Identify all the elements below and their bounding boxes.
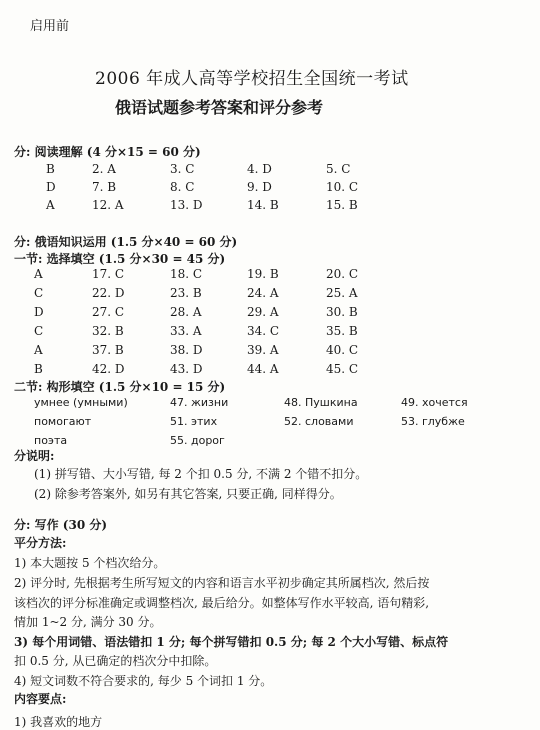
answer-cell-r2-c3: 23. B [170, 286, 202, 300]
answer-cell-r2-c5: 25. A [326, 286, 358, 300]
answer-cell-r1-c3: 18. C [170, 267, 203, 281]
russian-answer-cell-r3-c1: поэта [34, 434, 68, 447]
method-line-4: 情加 1~2 分, 满分 30 分。 [14, 615, 162, 629]
answer-cell-r1-c1: A [34, 267, 43, 281]
section2-part1-heading: 一节: 选择填空 (1.5 分×30 = 45 分) [14, 252, 226, 266]
answer-cell-r4-c4: 34. C [247, 324, 280, 338]
answer-cell-r6-c1: B [34, 362, 43, 376]
answer-cell-r2-c4: 9. D [247, 180, 272, 194]
answer-cell-r3-c4: 14. B [247, 198, 279, 212]
answer-cell-r2-c1: D [46, 180, 56, 194]
russian-answer-cell-r1-c3: 48. Пушкина [284, 396, 358, 409]
answer-cell-r2-c3: 8. C [170, 180, 195, 194]
answer-cell-r3-c3: 28. A [170, 305, 202, 319]
answer-cell-r4-c1: C [34, 324, 44, 338]
answer-cell-r1-c2: 17. C [92, 267, 125, 281]
answer-cell-r3-c1: A [46, 198, 55, 212]
content-heading: 内容要点: [14, 692, 67, 706]
russian-answer-cell-r1-c2: 47. жизни [170, 396, 229, 409]
answer-cell-r3-c5: 30. B [326, 305, 358, 319]
russian-answer-cell-r1-c1: умнее (умными) [34, 396, 128, 409]
russian-answer-cell-r2-c4: 53. глубже [401, 415, 465, 428]
document-title: 2006 年成人高等学校招生全国统一考试 [95, 69, 409, 89]
section1-heading: 分: 阅读理解 (4 分×15 = 60 分) [14, 145, 201, 159]
section3-heading: 分: 写作 (30 分) [14, 518, 108, 532]
section2-heading: 分: 俄语知识运用 (1.5 分×40 = 60 分) [14, 235, 238, 249]
answer-cell-r1-c4: 4. D [247, 162, 272, 176]
answer-cell-r4-c2: 32. B [92, 324, 124, 338]
answer-cell-r1-c2: 2. A [92, 162, 116, 176]
section2-part2-heading: 二节: 构形填空 (1.5 分×10 = 15 分) [14, 380, 226, 394]
header-tag: 启用前 [30, 19, 70, 34]
answer-cell-r3-c1: D [34, 305, 44, 319]
answer-cell-r2-c4: 24. A [247, 286, 279, 300]
answer-cell-r2-c2: 22. D [92, 286, 125, 300]
answer-cell-r6-c5: 45. C [326, 362, 359, 376]
method-line-3: 该档次的评分标准确定或调整档次, 最后给分。如整体写作水平较高, 语句精彩, [14, 596, 430, 610]
russian-answer-cell-r2-c2: 51. этих [170, 415, 218, 428]
method-line-7: 4) 短文词数不符合要求的, 每少 5 个词扣 1 分。 [14, 674, 273, 688]
answer-cell-r5-c5: 40. C [326, 343, 359, 357]
answer-cell-r6-c3: 43. D [170, 362, 203, 376]
answer-cell-r6-c2: 42. D [92, 362, 125, 376]
answer-cell-r1-c5: 5. C [326, 162, 351, 176]
method-heading: 平分方法: [14, 536, 67, 550]
answer-cell-r2-c5: 10. C [326, 180, 359, 194]
russian-answer-cell-r3-c2: 55. дорог [170, 434, 225, 447]
method-line-2: 2) 评分时, 先根据考生所写短文的内容和语言水平初步确定其所属档次, 然后按 [14, 576, 430, 590]
method-line-6: 扣 0.5 分, 从已确定的档次分中扣除。 [14, 654, 217, 668]
method-line-1: 1) 本大题按 5 个档次给分。 [14, 556, 166, 570]
answer-cell-r5-c2: 37. B [92, 343, 124, 357]
answer-cell-r1-c5: 20. C [326, 267, 359, 281]
answer-cell-r3-c2: 12. A [92, 198, 124, 212]
russian-answer-cell-r2-c3: 52. словами [284, 415, 354, 428]
answer-cell-r3-c3: 13. D [170, 198, 203, 212]
answer-cell-r2-c2: 7. B [92, 180, 117, 194]
answer-cell-r3-c2: 27. C [92, 305, 125, 319]
document-subtitle: 俄语试题参考答案和评分参考 [115, 98, 324, 117]
notes-item-2: (2) 除参考答案外, 如另有其它答案, 只要正确, 同样得分。 [34, 487, 342, 501]
answer-cell-r3-c4: 29. A [247, 305, 279, 319]
content-line-cut: 1) 我喜欢的地方 [14, 715, 103, 729]
notes-item-1: (1) 拼写错、大小写错, 每 2 个扣 0.5 分, 不满 2 个错不扣分。 [34, 467, 368, 481]
notes-heading: 分说明: [14, 449, 55, 463]
answer-cell-r1-c3: 3. C [170, 162, 195, 176]
russian-answer-cell-r2-c1: помогают [34, 415, 92, 428]
answer-cell-r5-c1: A [34, 343, 43, 357]
answer-cell-r2-c1: C [34, 286, 44, 300]
answer-cell-r1-c1: B [46, 162, 55, 176]
answer-cell-r6-c4: 44. A [247, 362, 279, 376]
answer-cell-r4-c5: 35. B [326, 324, 358, 338]
russian-answer-cell-r1-c4: 49. хочется [401, 396, 468, 409]
answer-cell-r5-c3: 38. D [170, 343, 203, 357]
answer-cell-r4-c3: 33. A [170, 324, 202, 338]
answer-cell-r1-c4: 19. B [247, 267, 279, 281]
answer-cell-r3-c5: 15. B [326, 198, 358, 212]
answer-cell-r5-c4: 39. A [247, 343, 279, 357]
method-line-5: 3) 每个用词错、语法错扣 1 分; 每个拼写错扣 0.5 分; 每 2 个大小写错、标点符 [14, 635, 449, 649]
